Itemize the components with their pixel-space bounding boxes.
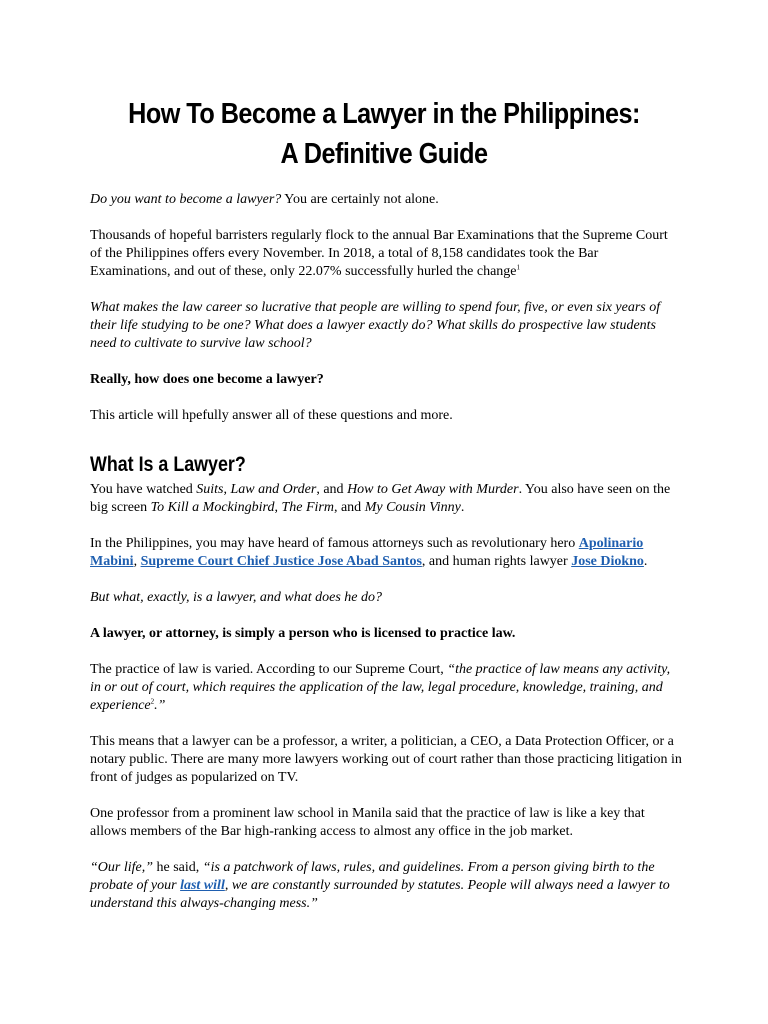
title-htgawm: How to Get Away with Murder [347, 482, 519, 497]
bar-exam-paragraph [90, 227, 682, 281]
famous-attorneys-paragraph [90, 535, 682, 571]
definition-text: A lawyer, or attorney, is simply a person who is licensed to practice law. [90, 626, 516, 641]
bar-exam-text: Thousands of hopeful barristers regularly flock to the annual Bar Examinations that the Supreme Court of the Philippines offers every November. In 2018, a total of 8,158 candidates took the Bar Examinations, and out of these, only 22.07% successfully hurled the change [90, 228, 668, 279]
questions-paragraph [90, 299, 682, 353]
our-life-quote-3: , we are constantly surrounded by statutes. People will always need a lawyer to understand this always-changing mess.” [90, 878, 670, 911]
practice-quote: “the practice of law means any activity, in or out of court, which requires the application of the law, legal procedure, knowledge, training, and experience [90, 662, 671, 713]
watched-paragraph [90, 481, 682, 517]
really-paragraph [90, 371, 682, 389]
our-life-quote-1: “Our life,” [90, 860, 154, 875]
title-line-1: How To Become a Lawyer in the Philippines: [128, 98, 640, 130]
famous-text-2: , [133, 554, 141, 569]
title-the-firm: The Firm [281, 500, 334, 515]
title-line-2: A Definitive Guide [280, 138, 488, 170]
intro-rest: You are certainly not alone. [281, 192, 439, 207]
questions-text: What makes the law career so lucrative that people are willing to spend four, five, or even six years of their life studying to be one? What does a lawyer exactly do? What skills do prospective law students need to cultivate to survive law school? [90, 300, 661, 351]
watched-text-4: . You also have seen on the big screen [90, 482, 671, 515]
footnote-ref-2[interactable]: 2 [150, 697, 155, 706]
practice-text: The practice of law is varied. According to our Supreme Court, [90, 662, 448, 677]
watched-text-2: , [223, 482, 231, 497]
famous-text-3: , and human rights lawyer [421, 554, 572, 569]
watched-text-7: . [460, 500, 465, 515]
our-life-said: he said, [153, 860, 203, 875]
footnote-ref-1[interactable]: 1 [516, 263, 521, 272]
intro-question: Do you want to become a lawyer? [90, 192, 282, 207]
watched-text-1: You have watched [90, 482, 197, 497]
section-heading-what-is-a-lawyer: What Is a Lawyer? [90, 453, 246, 476]
means-paragraph: This means that a lawyer can be a professor, a writer, a politician, a CEO, a Data Protection Officer, or a notary public. There are many more lawyers working out of court rather than those practicing litigation in front of judges as popularized on TV. [90, 734, 682, 785]
watched-text-5: , [274, 500, 282, 515]
intro-paragraph [90, 191, 682, 209]
our-life-paragraph [90, 859, 682, 913]
article-title [125, 94, 644, 174]
link-apolinario-mabini[interactable]: Apolinario Mabini [90, 536, 644, 569]
famous-text-4: . [643, 554, 648, 569]
answer-paragraph: This article will hpefully answer all of these questions and more. [90, 408, 453, 423]
title-law-and-order: Law and Order [230, 482, 317, 497]
practice-quote-end: .” [154, 698, 166, 713]
article [90, 94, 682, 931]
title-mockingbird: To Kill a Mockingbird [150, 500, 275, 515]
link-last-will[interactable]: last will [180, 878, 225, 893]
watched-text-6: , and [333, 500, 365, 515]
but-what-text: But what, exactly, is a lawyer, and what does he do? [90, 590, 383, 605]
famous-text-1: In the Philippines, you may have heard of famous attorneys such as revolutionary hero [90, 536, 579, 551]
title-suits: Suits [196, 482, 224, 497]
practice-paragraph [90, 661, 682, 715]
watched-text-3: , and [316, 482, 348, 497]
title-my-cousin-vinny: My Cousin Vinny [364, 500, 461, 515]
link-jose-abad-santos[interactable]: Supreme Court Chief Justice Jose Abad Santos [140, 554, 422, 569]
professor-paragraph: One professor from a prominent law school in Manila said that the practice of law is like a key that allows members of the Bar high-ranking access to almost any office in the job market. [90, 806, 645, 839]
link-jose-diokno[interactable]: Jose Diokno [571, 554, 644, 569]
definition-paragraph [90, 625, 682, 643]
really-text: Really, how does one become a lawyer? [90, 372, 324, 387]
our-life-quote-2: “is a patchwork of laws, rules, and guidelines. From a person giving birth to the probate of your [90, 860, 655, 893]
but-what-paragraph [90, 589, 682, 607]
